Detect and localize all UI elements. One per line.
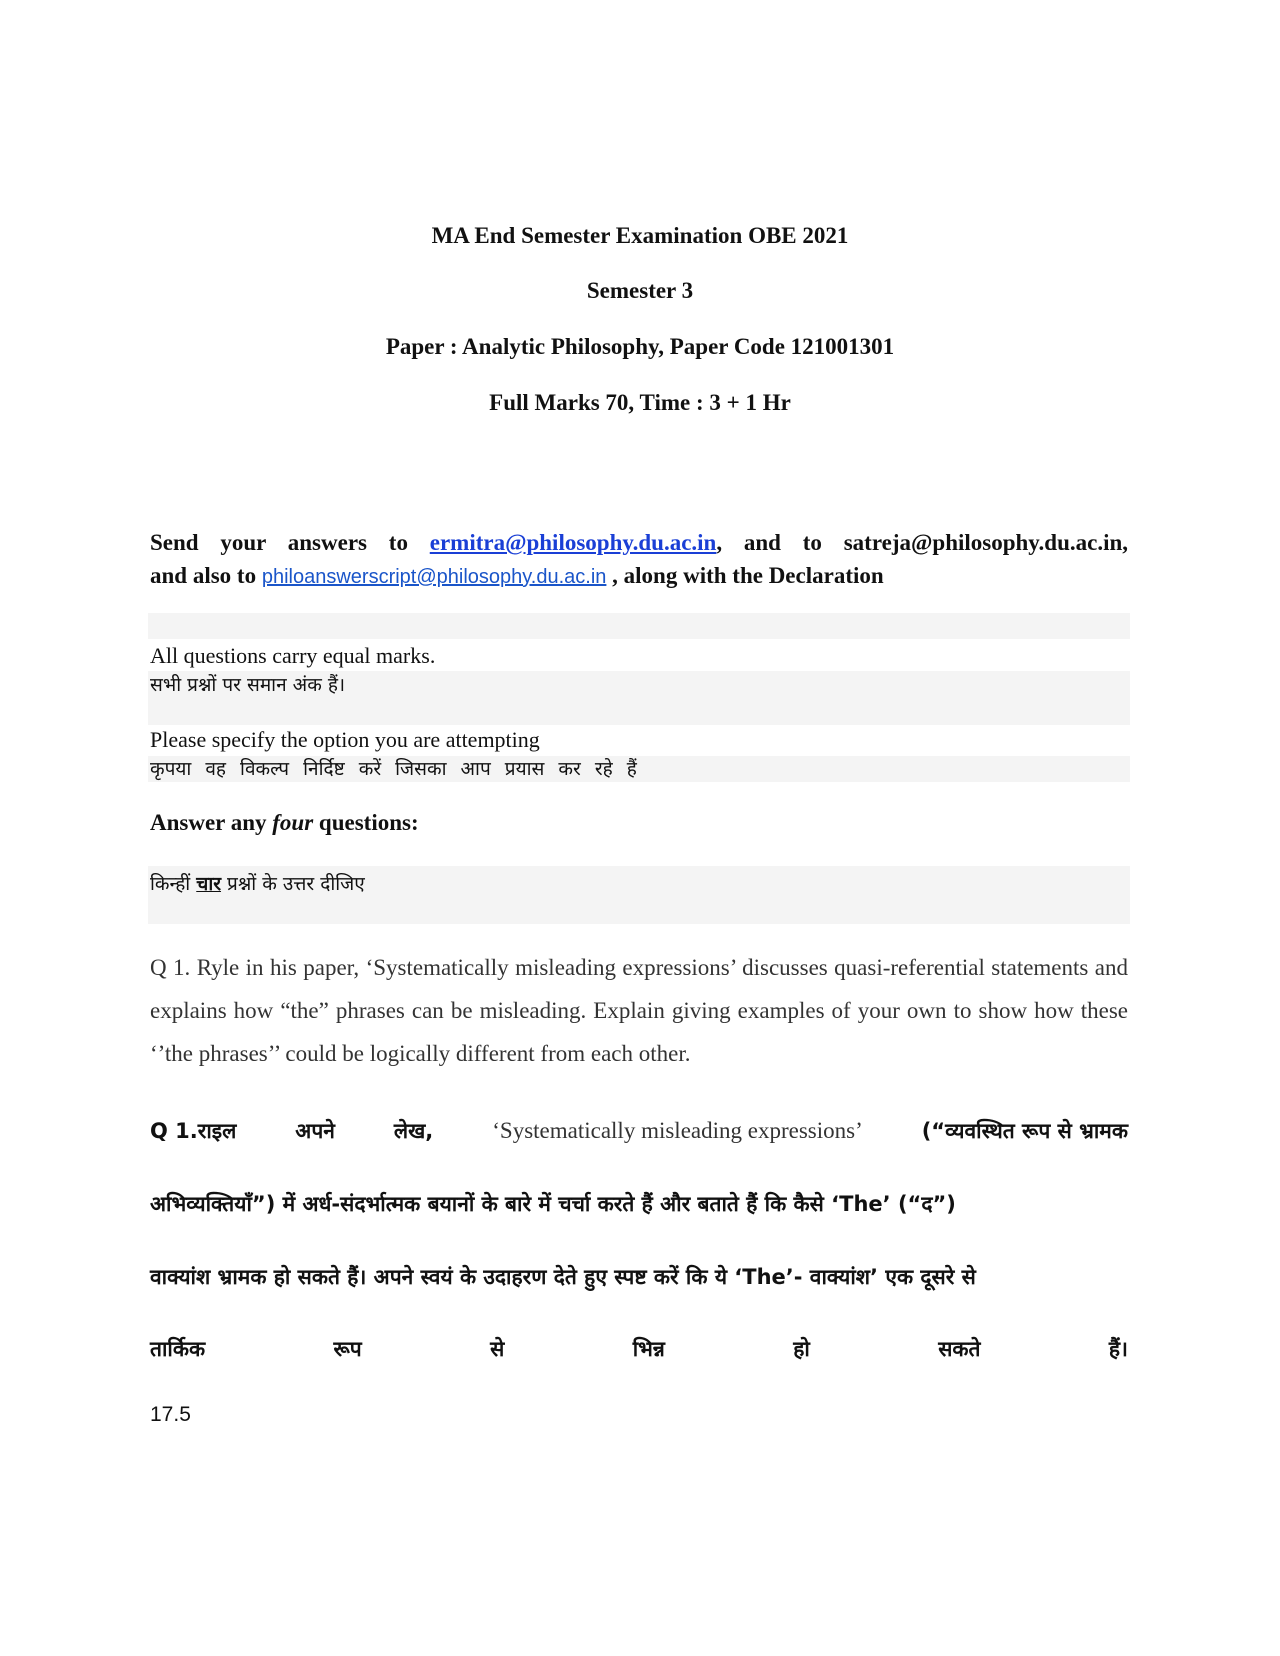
question-1-marks: 17.5	[150, 1403, 191, 1426]
semester-label: Semester 3	[586, 278, 694, 303]
answer-hi-count: चार	[196, 873, 222, 895]
q1-hindi-word: हैं।	[1108, 1337, 1128, 1361]
question-1-hindi-line-2	[150, 1190, 1128, 1218]
q1-hindi-word: अपने	[295, 1119, 335, 1143]
q1-hindi-english-title: ‘Systematically misleading expressions’	[492, 1118, 863, 1143]
submission-line-1	[150, 526, 1128, 559]
q1-hindi-word: (“व्यवस्थित रूप से भ्रामक	[921, 1119, 1128, 1143]
shaded-band	[148, 613, 1130, 639]
submission-instructions	[150, 526, 1128, 594]
answer-instruction-en	[150, 810, 419, 836]
q1-hindi-text: अभिव्यक्तियाँ”) में अर्ध-संदर्भात्मक बयानों के बारे में चर्चा करते हैं और बताते हैं कि कैसे ‘The’ (“द”)	[150, 1192, 956, 1216]
question-1-hindi-line-3	[150, 1263, 1128, 1291]
answer-instruction-hi	[150, 870, 365, 896]
equal-marks-hi: सभी प्रश्नों पर समान अंक हैं।	[150, 674, 346, 696]
email-link-ermitra[interactable]: ermitra@philosophy.du.ac.in	[429, 530, 717, 555]
paper-info: Paper : Analytic Philosophy, Paper Code 121001301	[385, 334, 895, 359]
question-1-hindi-line-1	[150, 1117, 1128, 1145]
submission-prefix: Send your answers to	[150, 530, 430, 555]
question-1-hindi-line-4	[150, 1335, 1128, 1363]
answer-hi-prefix: किन्हीं	[150, 873, 197, 895]
q1-hindi-word: Q 1.राइल	[150, 1119, 237, 1143]
exam-title: MA End Semester Examination OBE 2021	[431, 223, 849, 248]
marks-time-info: Full Marks 70, Time : 3 + 1 Hr	[489, 390, 791, 415]
q1-hindi-word: रूप	[333, 1337, 362, 1361]
email-link-philoanswerscript[interactable]: philoanswerscript@philosophy.du.ac.in	[261, 566, 607, 588]
q1-hindi-word: लेख,	[393, 1119, 434, 1143]
q1-hindi-word: सकते	[938, 1337, 981, 1361]
q1-hindi-text: वाक्यांश भ्रामक हो सकते हैं। अपने स्वयं के उदाहरण देते हुए स्पष्ट करें कि ये ‘The’- वाक्यांश’ एक दूसरे से	[150, 1265, 976, 1289]
specify-option-hi: कृपया वह विकल्प निर्दिष्ट करें जिसका आप प्रयास कर रहे हैं	[150, 758, 637, 780]
q1-hindi-word: तार्किक	[150, 1337, 206, 1361]
q1-hindi-word: भिन्न	[632, 1337, 665, 1361]
q1-hindi-word: से	[490, 1337, 505, 1361]
answer-prefix: Answer any	[150, 810, 273, 835]
answer-count: four	[272, 810, 314, 835]
submission-line2-prefix: and also to	[150, 563, 262, 588]
submission-line-2	[150, 559, 1128, 594]
answer-hi-suffix: प्रश्नों के उत्तर दीजिए	[221, 873, 365, 895]
q1-hindi-word: हो	[793, 1337, 810, 1361]
question-1-english: Q 1. Ryle in his paper, ‘Systematically misleading expressions’ discusses quasi-referential statements and explains how “the” phrases can be misleading. Explain giving examples of your own to show how these ‘’the phrases’’ could be logically different from each other.	[150, 955, 1128, 1066]
submission-middle: , and to satreja@philosophy.du.ac.in,	[716, 530, 1128, 555]
submission-line2-suffix: , along with the Declaration	[606, 563, 884, 588]
answer-suffix: questions:	[313, 810, 419, 835]
equal-marks-en: All questions carry equal marks.	[150, 643, 436, 668]
specify-option-en: Please specify the option you are attempting	[150, 727, 540, 752]
